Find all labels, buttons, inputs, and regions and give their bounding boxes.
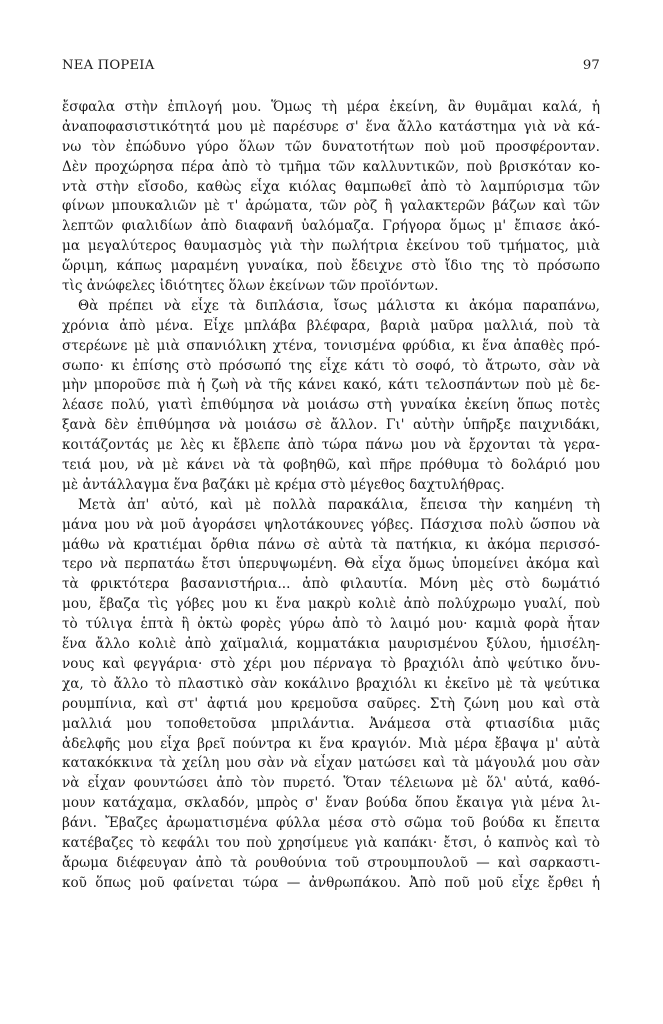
text-line: ρουμπίνια, καὶ στ' ἀφτιά μου κρεμοῦσα σαῦρες. Στὴ ζώνη μου καὶ στὰ <box>62 695 600 712</box>
text-line: τερο νὰ περπατάω ἔτσι ὑπερυψωμένη. Θὰ εἶχα ὅμως ὑπομείνει ἀκόμα καὶ <box>62 556 600 573</box>
text-line: ἕνα ἄλλο κολιὲ ἀπὸ χαϊμαλιά, κομματάκια μαυρισμένου ξύλου, ἡμισέλη- <box>62 636 600 653</box>
text-line: τειά μου, νὰ μὲ κάνει νὰ τὰ φοβηθῶ, καὶ πῆρε πρόθυμα τὸ δολάριό μου <box>62 457 600 474</box>
text-line: τὸ τύλιγα ἑπτὰ ἢ ὀκτὼ φορὲς γύρω ἀπὸ τὸ λαιμό μου· καμιὰ φορὰ ἦταν <box>62 616 600 633</box>
page <box>62 58 600 894</box>
text-line: βάνι. Ἔβαζες ἀρωματισμένα φύλλα μέσα στὸ σῶμα τοῦ βούδα κι ἔπειτα <box>62 815 600 832</box>
text-line: κοῦ ὅπως μοῦ φαίνεται τώρα — ἀνθρωπάκου. Ἀπὸ ποῦ μοῦ εἶχε ἔρθει ἡ <box>62 874 600 891</box>
text-line: λεπτῶν φιαλιδίων ἀπὸ διαφανῆ ὑαλόμαζα. Γρήγορα ὅμως μ' ἔπιασε ἀκό- <box>62 218 600 235</box>
text-line: ὥριμη, κάπως μαραμένη γυναίκα, ποὺ ἔδειχνε στὸ ἴδιο της τὸ πρόσωπο <box>62 258 600 275</box>
text-line: Θὰ πρέπει νὰ εἶχε τὰ διπλάσια, ἴσως μάλιστα κι ἀκόμα παραπάνω, <box>78 297 600 314</box>
text-line: ἄρωμα διέφευγαν ἀπὸ τὰ ρουθούνια τοῦ στρουμπουλοῦ — καὶ σαρκαστι- <box>62 854 600 871</box>
journal-title: ΝΕΑ ΠΟΡΕΙΑ <box>62 58 155 73</box>
text-line: ἔσφαλα στὴν ἐπιλογή μου. Ὅμως τὴ μέρα ἐκείνη, ἂν θυμᾶμαι καλά, ἡ <box>62 99 600 115</box>
body-text <box>62 98 600 894</box>
text-line: νὰ εἶχαν φουντώσει ἀπὸ τὸν πυρετό. Ὅταν τέλειωνα μὲ ὅλ' αὐτά, καθό- <box>62 775 600 792</box>
text-line: μαλλιά μου τοποθετοῦσα μπριλάντια. Ἀνάμεσα στὰ φτιασίδια μιᾶς <box>62 715 600 732</box>
text-line: μὲ ἀντάλλαγμα ἕνα βαζάκι μὲ κρέμα στὸ μέγεθος δαχτυλήθρας. <box>62 476 505 493</box>
text-line: ντὰ στὴν εἴσοδο, καθὼς εἶχα κιόλας θαμπωθεῖ ἀπὸ τὸ λαμπύρισμα τῶν <box>62 178 600 195</box>
text-line: νω τὸν ἐπώδυνο γύρο ὅλων τῶν δυνατοτήτων ποὺ μοῦ προσφέρονταν. <box>62 138 600 155</box>
text-line: Δὲν προχώρησα πέρα ἀπὸ τὸ τμῆμα τῶν καλλυντικῶν, ποὺ βρισκόταν κο- <box>62 158 600 175</box>
text-line: ἀναποφασιστικότητά μου μὲ παρέσυρε σ' ἕνα ἄλλο κατάστημα γιὰ νὰ κά- <box>62 118 600 135</box>
text-line: ξανὰ δὲν ἐπιθύμησα νὰ μοιάσω σὲ ἄλλον. Γι' αὐτὴν ὑπῆρξε παιχνιδάκι, <box>62 417 600 434</box>
text-line: μὴν μποροῦσε πιὰ ἡ ζωὴ νὰ τῆς κάνει κακό, κάτι τελοσπάντων ποὺ μὲ δε- <box>62 377 600 394</box>
text-line: μάνα μου νὰ μοῦ ἀγοράσει ψηλοτάκουνες γόβες. Πάσχισα πολὺ ὥσπου νὰ <box>62 516 600 533</box>
text-line: χα, τὸ ἄλλο τὸ πλαστικὸ σὰν κοκάλινο βραχιόλι κι ἐκεῖνο μὲ τὰ ψεύτικα <box>62 675 600 692</box>
text-line: σωπο· κι ἐπίσης στὸ πρόσωπό της εἶχε κάτι τὸ σοφό, τὸ ἄτρωτο, σὰν νὰ <box>62 357 600 374</box>
text-line: κοιτάζοντάς με λὲς κι ἔβλεπε ἀπὸ τώρα πάνω μου νὰ ἔρχονται τὰ γερα- <box>62 437 600 454</box>
text-line: μου, ἔβαζα τὶς γόβες μου κι ἕνα μακρὺ κολιὲ ἀπὸ πολύχρωμο γυαλί, ποὺ <box>62 596 600 613</box>
text-line: χρόνια ἀπὸ μένα. Εἶχε μπλάβα βλέφαρα, βαριὰ μαῦρα μαλλιά, ποὺ τὰ <box>62 317 600 334</box>
text-line: μα μεγαλύτερος θαυμασμὸς γιὰ τὴν πωλήτρια ἐκείνου τοῦ τμήματος, μιὰ <box>62 238 600 255</box>
text-line: ἀδελφῆς μου εἶχα βρεῖ πούντρα κι ἕνα κραγιόν. Μιὰ μέρα ἔβαψα μ' αὐτὰ <box>62 735 600 752</box>
text-line: στερέωνε μὲ μιὰ σπανιόλικη χτένα, τονισμένα φρύδια, κι ἕνα ἀπαθὲς πρό- <box>62 337 600 354</box>
running-header <box>62 58 600 80</box>
text-line: Μετὰ ἀπ' αὐτό, καὶ μὲ πολλὰ παρακάλια, ἔπεισα τὴν καημένη τὴ <box>78 496 600 513</box>
text-line: νους καὶ φεγγάρια· στὸ χέρι μου πέρναγα τὸ βραχιόλι ἀπὸ ψεύτικο ὄνυ- <box>62 655 600 672</box>
text-line: τὰ φρικτότερα βασανιστήρια... ἀπὸ φιλαυτία. Μόνη μὲς στὸ δωμάτιό <box>62 576 600 593</box>
text-line: λέασε πολύ, γιατὶ ἐπιθύμησα νὰ μοιάσω στὴ γυναίκα ἐκείνη ὅπως ποτὲς <box>62 397 600 414</box>
text-line: τὶς ἀνώφελες ἰδιότητες ὅλων ἐκείνων τῶν προϊόντων. <box>62 278 439 295</box>
text-line: μάθω νὰ κρατιέμαι ὄρθια πάνω σὲ αὐτὰ τὰ πατήκια, κι ἀκόμα περισσό- <box>62 536 600 553</box>
text-line: μουν κατάχαμα, σκλαδόν, μπρὸς σ' ἕναν βούδα ὅπου ἔκαιγα γιὰ μένα λι- <box>62 795 600 812</box>
text-line: κατακόκκινα τὰ χείλη μου σὰν νὰ εἶχαν ματώσει καὶ τὰ μάγουλά μου σὰν <box>62 755 600 772</box>
text-line: κατέβαζες τὸ κεφάλι του ποὺ χρησίμευε γιὰ καπάκι· ἔτσι, ὁ καπνὸς καὶ τὸ <box>62 834 600 851</box>
page-number: 97 <box>582 58 600 73</box>
text-line: φίνων μπουκαλιῶν μὲ τ' ἀρώματα, τῶν ρὸζ ἢ γαλακτερῶν βάζων καὶ τῶν <box>62 198 600 215</box>
